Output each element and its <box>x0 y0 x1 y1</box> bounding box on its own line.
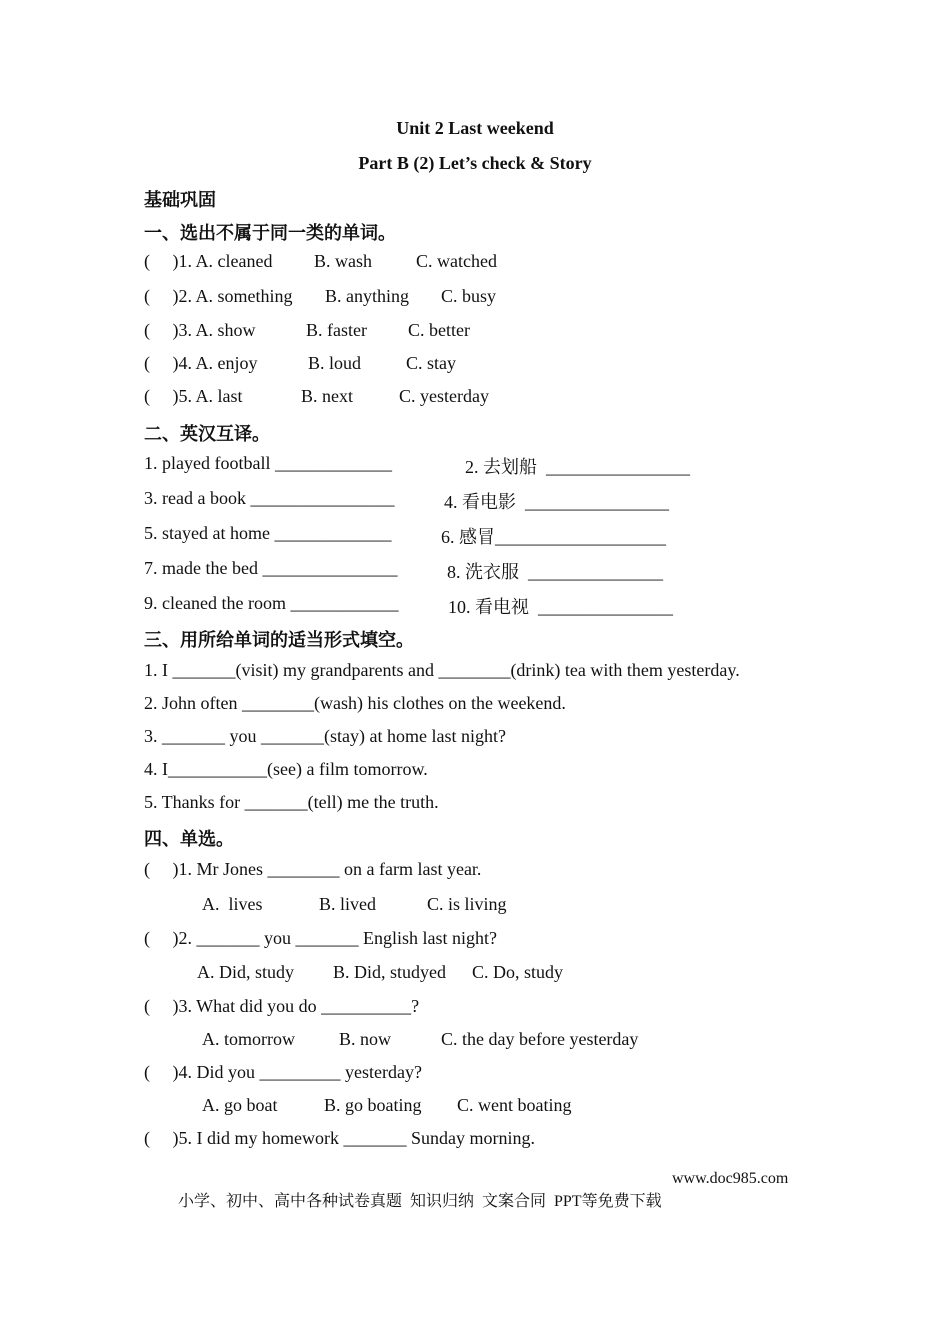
footer-text: 小学、初中、高中各种试卷真题 知识归纳 文案合同 PPT等免费下载 <box>178 1193 662 1210</box>
translation-left-9: 9. cleaned the room ____________ <box>144 593 399 613</box>
translation-right-8: 8. 洗衣服 _______________ <box>447 562 663 582</box>
choice-1-option-a: A. lives <box>202 894 263 914</box>
section-2-heading: 二、英汉互译。 <box>144 424 270 445</box>
list-item-2-b: B. anything <box>325 286 409 306</box>
choice-1-option-c: C. is living <box>427 894 507 914</box>
translation-right-6: 6. 感冒___________________ <box>441 527 666 547</box>
list-item-3-a: ( )3. A. show <box>144 320 256 340</box>
choice-question-4: ( )4. Did you _________ yesterday? <box>144 1062 422 1082</box>
translation-left-3: 3. read a book ________________ <box>144 488 395 508</box>
list-item-2-c: C. busy <box>441 286 497 306</box>
list-item-1-c: C. watched <box>416 251 497 271</box>
fill-item-5: 5. Thanks for _______(tell) me the truth. <box>144 792 439 812</box>
list-item-1-a: ( )1. A. cleaned <box>144 251 273 271</box>
fill-item-3: 3. _______ you _______(stay) at home last night? <box>144 726 506 746</box>
fill-item-4: 4. I___________(see) a film tomorrow. <box>144 759 428 779</box>
choice-question-2: ( )2. _______ you _______ English last night? <box>144 928 497 948</box>
footer-url[interactable]: www.doc985.com <box>672 1170 789 1187</box>
section-basic-heading: 基础巩固 <box>144 190 216 211</box>
list-item-5-b: B. next <box>301 386 353 406</box>
translation-right-4: 4. 看电影 ________________ <box>444 492 669 512</box>
page-title: Unit 2 Last weekend <box>396 118 554 138</box>
list-item-2-a: ( )2. A. something <box>144 286 293 306</box>
list-item-4-b: B. loud <box>308 353 362 373</box>
choice-4-option-a: A. go boat <box>202 1095 278 1115</box>
choice-question-3: ( )3. What did you do __________? <box>144 996 420 1016</box>
list-item-3-b: B. faster <box>306 320 367 340</box>
choice-2-option-b: B. Did, studyed <box>333 962 447 982</box>
list-item-5-c: C. yesterday <box>399 386 489 406</box>
section-1-heading: 一、选出不属于同一类的单词。 <box>144 223 396 244</box>
choice-question-5: ( )5. I did my homework _______ Sunday morning. <box>144 1128 535 1148</box>
choice-2-option-c: C. Do, study <box>472 962 564 982</box>
choice-1-option-b: B. lived <box>319 894 376 914</box>
list-item-4-c: C. stay <box>406 353 457 373</box>
fill-item-2: 2. John often ________(wash) his clothes on the weekend. <box>144 693 566 713</box>
translation-right-10: 10. 看电视 _______________ <box>448 597 673 617</box>
list-item-1-b: B. wash <box>314 251 372 271</box>
section-3-heading: 三、用所给单词的适当形式填空。 <box>144 630 414 651</box>
translation-left-5: 5. stayed at home _____________ <box>144 523 392 543</box>
choice-4-option-c: C. went boating <box>457 1095 572 1115</box>
choice-3-option-c: C. the day before yesterday <box>441 1029 639 1049</box>
translation-right-2: 2. 去划船 ________________ <box>465 457 690 477</box>
list-item-5-a: ( )5. A. last <box>144 386 243 406</box>
choice-4-option-b: B. go boating <box>324 1095 422 1115</box>
translation-left-1: 1. played football _____________ <box>144 453 392 473</box>
page-footer <box>162 1170 789 1247</box>
section-4-heading: 四、单选。 <box>144 829 234 850</box>
choice-3-option-a: A. tomorrow <box>202 1029 295 1049</box>
fill-item-1: 1. I _______(visit) my grandparents and ________(drink) tea with them yesterday. <box>144 660 740 680</box>
translation-left-7: 7. made the bed _______________ <box>144 558 398 578</box>
page-subtitle: Part B (2) Let’s check & Story <box>358 153 592 173</box>
list-item-3-c: C. better <box>408 320 470 340</box>
choice-3-option-b: B. now <box>339 1029 392 1049</box>
list-item-4-a: ( )4. A. enjoy <box>144 353 258 373</box>
choice-2-option-a: A. Did, study <box>197 962 295 982</box>
choice-question-1: ( )1. Mr Jones ________ on a farm last year. <box>144 859 482 879</box>
